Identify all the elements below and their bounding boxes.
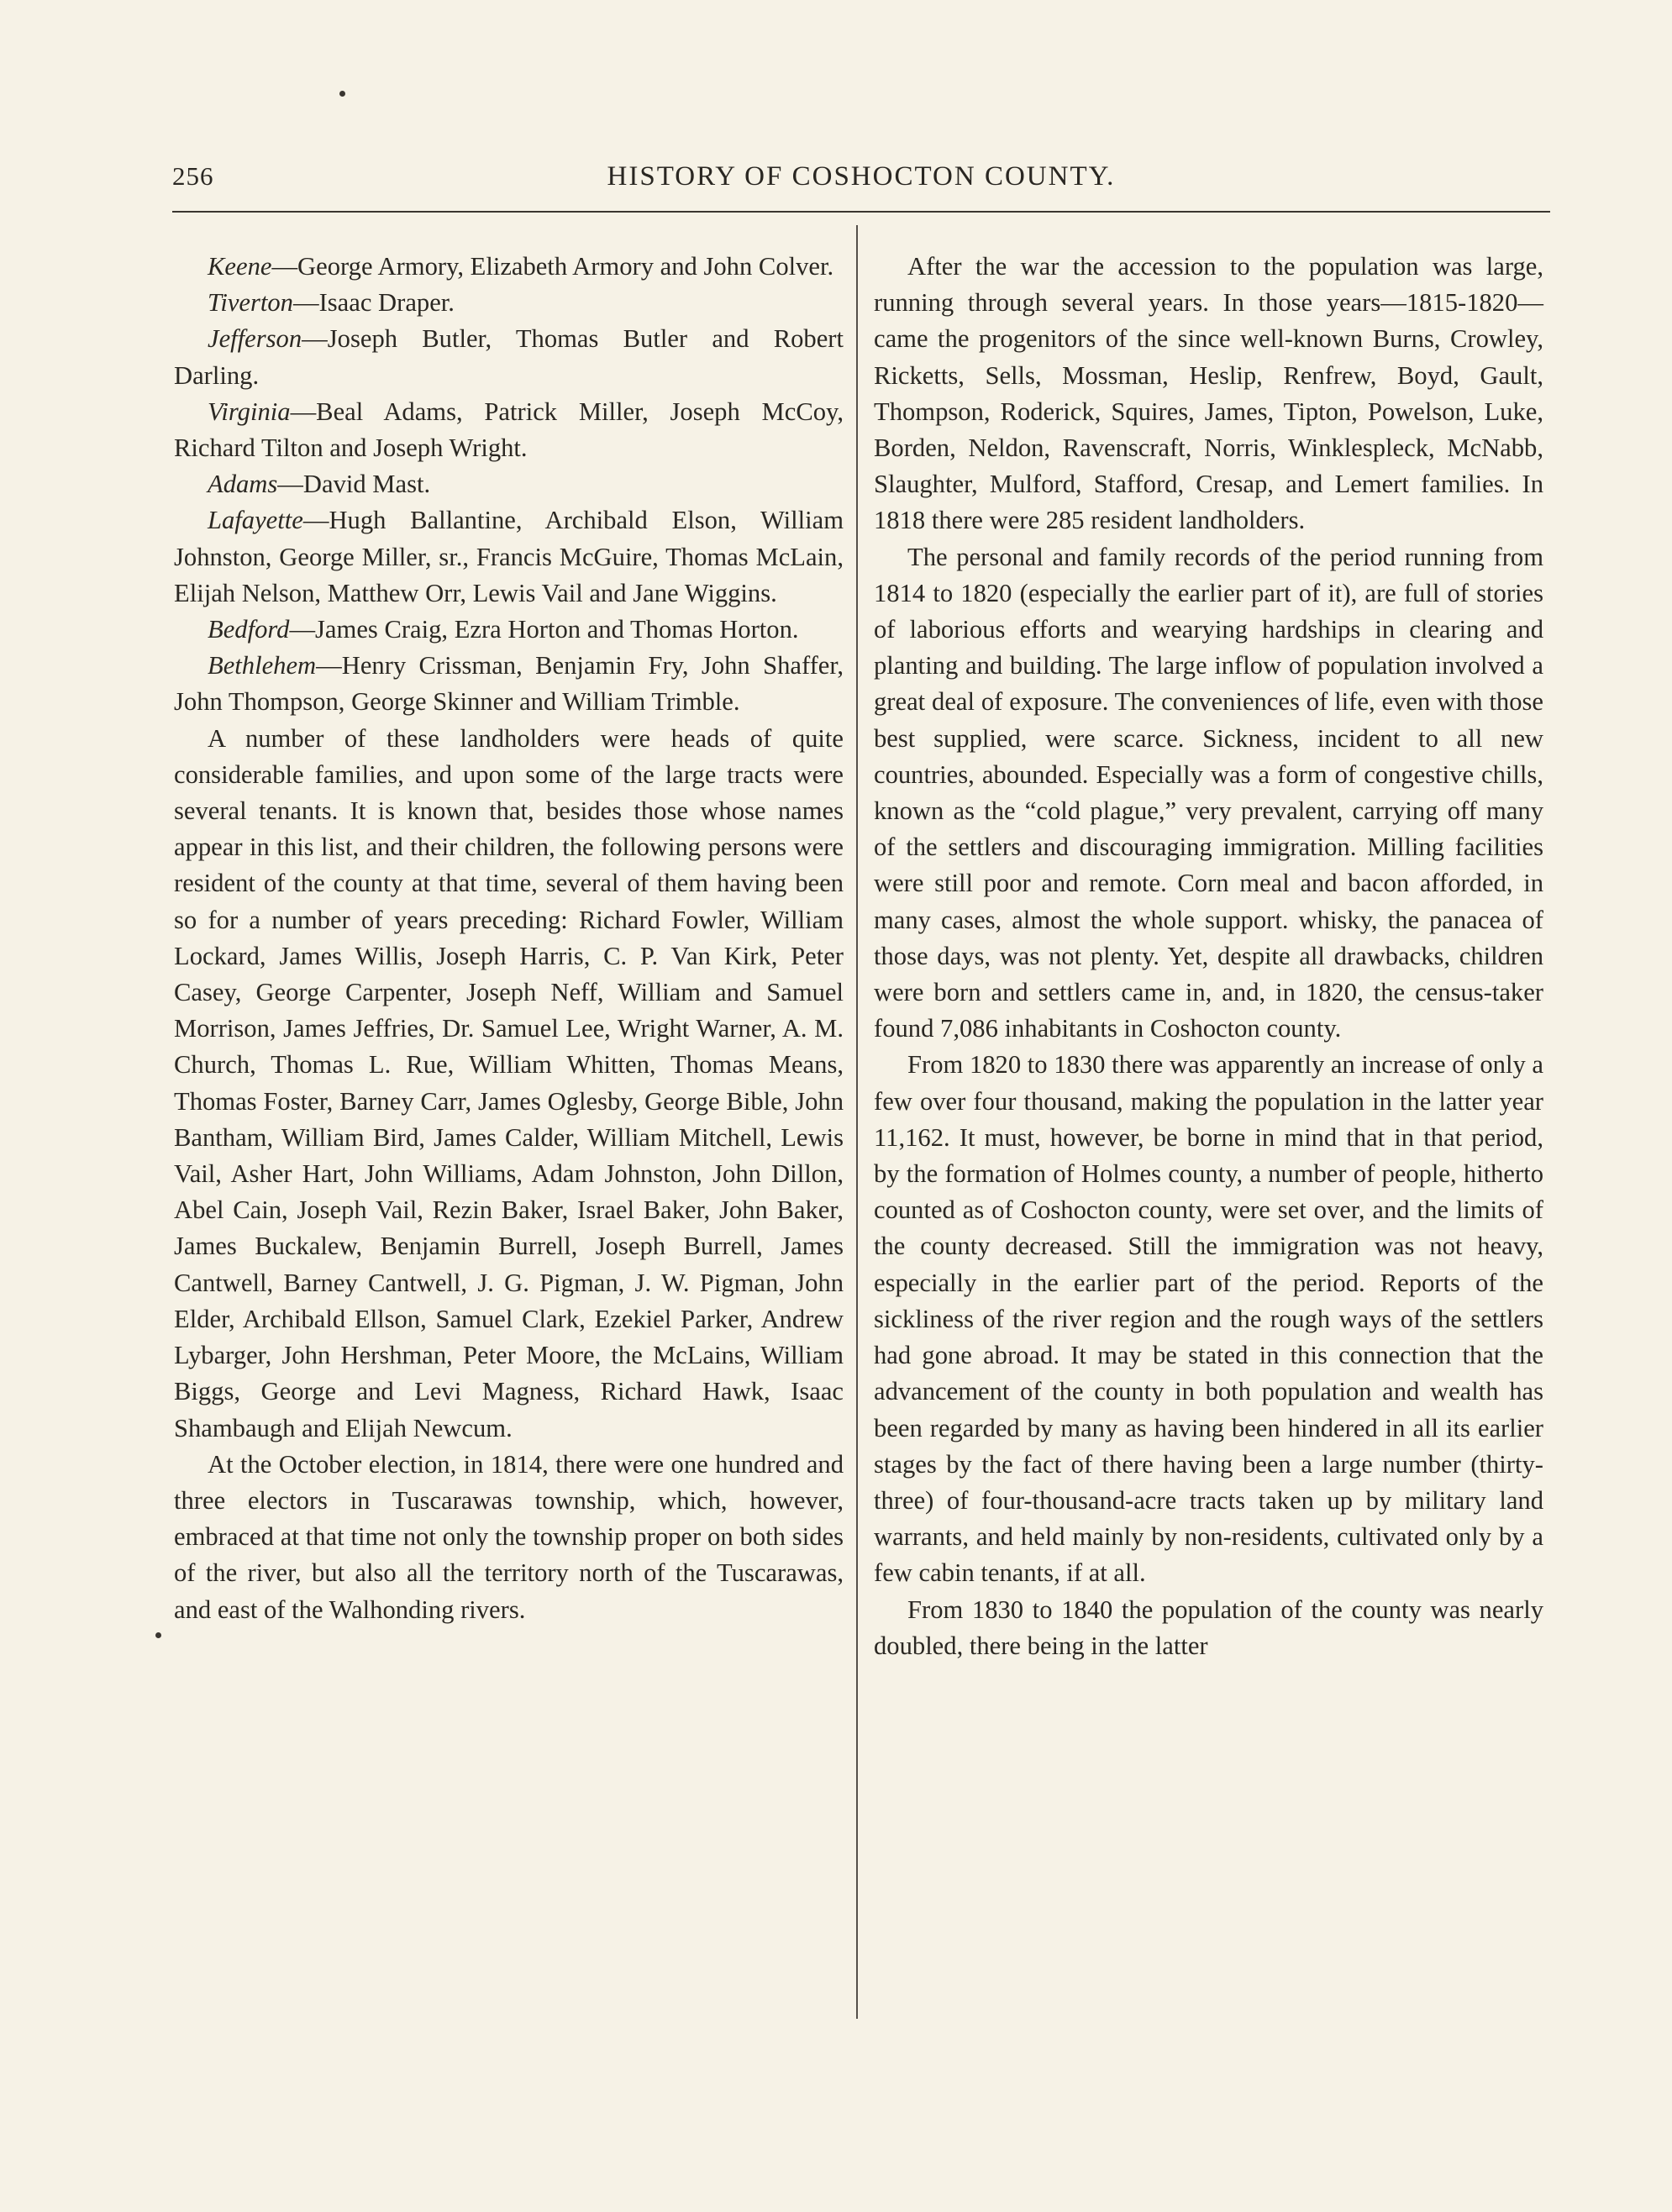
body-paragraph: At the October election, in 1814, there were one hundred and three electors in Tuscarawas township, which, however, embraced at that time not only the township proper on both sides of the river, but also all the territory north of the Tuscarawas, and east of the Walhonding rivers. xyxy=(174,1449,844,1624)
landholder-entry xyxy=(174,321,844,393)
landholder-entry xyxy=(174,466,844,502)
landholder-names: —Beal Adams, Patrick Miller, Joseph McCoy, Richard Tilton and Joseph Wright. xyxy=(174,397,844,463)
landholder-names: —Henry Crissman, Benjamin Fry, John Shaffer, John Thompson, George Skinner and William Trimble. xyxy=(174,651,844,717)
landholder-names: —Hugh Ballantine, Archibald Elson, William Johnston, George Miller, sr., Francis McGuire, Thomas McLain, Elijah Nelson, Matthew Orr, Lewis Vail and Jane Wiggins. xyxy=(174,506,844,607)
landholder-names: —George Armory, Elizabeth Armory and John Colver. xyxy=(271,252,834,281)
place-name: Adams xyxy=(208,470,278,499)
body-paragraph: A number of these landholders were heads of quite considerable families, and upon some of the large tracts were several tenants. It is known that, besides those whose names appear in this list, and their children, the following persons were resident of the county at that time, several of them having been so for a number of years preceding: Richard Fowler, William Lockard, James Willis, Joseph Harris, C. P. Van Kirk, Peter Casey, George Carpenter, Joseph Neff, William and Samuel Morrison, James Jeffries, Dr. Samuel Lee, Wright Warner, A. M. Church, Thomas L. Rue, William Whitten, Thomas Means, Thomas Foster, Barney Carr, James Oglesby, George Bible, John Bantham, William Bird, James Calder, William Mitchell, Lewis Vail, Asher Hart, John Williams, Adam Johnston, John Dillon, Abel Cain, Joseph Vail, Rezin Baker, Israel Baker, John Baker, James Buckalew, Benjamin Burrell, Joseph Burrell, James Cantwell, Barney Cantwell, J. G. Pigman, J. W. Pigman, John Elder, Archibald Ellson, Samuel Clark, Ezekiel Parker, Andrew Lybarger, John Hershman, Peter Moore, the McLains, William Biggs, George and Levi Magness, Richard Hawk, Isaac Shambaugh and Elijah Newcum. xyxy=(174,723,844,1442)
place-name: Virginia xyxy=(208,397,291,426)
running-head xyxy=(172,161,1550,203)
left-column xyxy=(174,249,844,1628)
page-title: HISTORY OF COSHOCTON COUNTY. xyxy=(607,161,1116,192)
landholder-entry xyxy=(174,394,844,466)
column-divider xyxy=(856,225,858,2019)
landholder-names: —Isaac Draper. xyxy=(292,288,455,318)
landholder-names: —James Craig, Ezra Horton and Thomas Horton. xyxy=(289,615,799,644)
stray-ink-mark xyxy=(155,1632,161,1638)
body-paragraph: The personal and family records of the period running from 1814 to 1820 (especially the earlier part of it), are full of stories of laborious efforts and wearying hardships in clearing and planting and building. The large inflow of population involved a great deal of exposure. The conveniences of life, even with those best supplied, were scarce. Sickness, incident to all new countries, abounded. Especially was a form of congestive chills, known as the “cold plague,” very prevalent, carrying off many of the settlers and discouraging immigration. Milling facilities were still poor and remote. Corn meal and bacon afforded, in many cases, almost the whole support. whisky, the panacea of those days, was not plenty. Yet, despite all drawbacks, children were born and settlers came in, and, in 1820, the census-taker found 7,086 inhabitants in Coshocton county. xyxy=(874,542,1543,1043)
place-name: Bedford xyxy=(208,615,290,644)
body-paragraph: After the war the accession to the population was large, running through several years. In those years—1815-1820—came the progenitors of the since well-known Burns, Crowley, Ricketts, Sells, Mossman, Heslip, Renfrew, Boyd, Gault, Thompson, Roderick, Squires, James, Tipton, Powelson, Luke, Borden, Neldon, Ravenscraft, Norris, Winklespleck, McNabb, Slaughter, Mulford, Stafford, Cresap, and Lemert families. In 1818 there were 285 resident landholders. xyxy=(874,252,1543,535)
landholder-entry xyxy=(174,612,844,648)
page-number: 256 xyxy=(172,161,214,191)
landholder-names: —Joseph Butler, Thomas Butler and Robert Darling. xyxy=(174,324,844,390)
place-name: Keene xyxy=(208,252,272,281)
landholder-entry xyxy=(174,648,844,720)
place-name: Lafayette xyxy=(208,506,303,535)
place-name: Tiverton xyxy=(208,288,293,318)
place-name: Jefferson xyxy=(208,324,302,354)
body-paragraph: From 1830 to 1840 the population of the county was nearly doubled, there being in the latter xyxy=(874,1595,1543,1660)
landholder-names: —David Mast. xyxy=(277,470,431,499)
landholder-entry xyxy=(174,502,844,612)
header-rule xyxy=(172,211,1550,213)
place-name: Bethlehem xyxy=(208,651,317,680)
landholder-entry xyxy=(174,249,844,285)
landholder-entry xyxy=(174,285,844,321)
stray-ink-mark xyxy=(339,91,345,97)
right-column xyxy=(874,249,1543,1664)
body-paragraph: From 1820 to 1830 there was apparently an increase of only a few over four thousand, making the population in the latter year 11,162. It must, however, be borne in mind that in that period, by the formation of Holmes county, a number of people, hitherto counted as of Coshocton county, were set over, and the limits of the county decreased. Still the immigration was not heavy, especially in the earlier part of the period. Reports of the sickliness of the river region and the rough ways of the settlers had gone abroad. It may be stated in this connection that the advancement of the county in both population and wealth has been regarded by many as having been hindered in all its earlier stages by the fact of there having been a large number (thirty-three) of four-thousand-acre tracts taken up by military land warrants, and held mainly by non-residents, cultivated only by a few cabin tenants, if at all. xyxy=(874,1050,1543,1588)
